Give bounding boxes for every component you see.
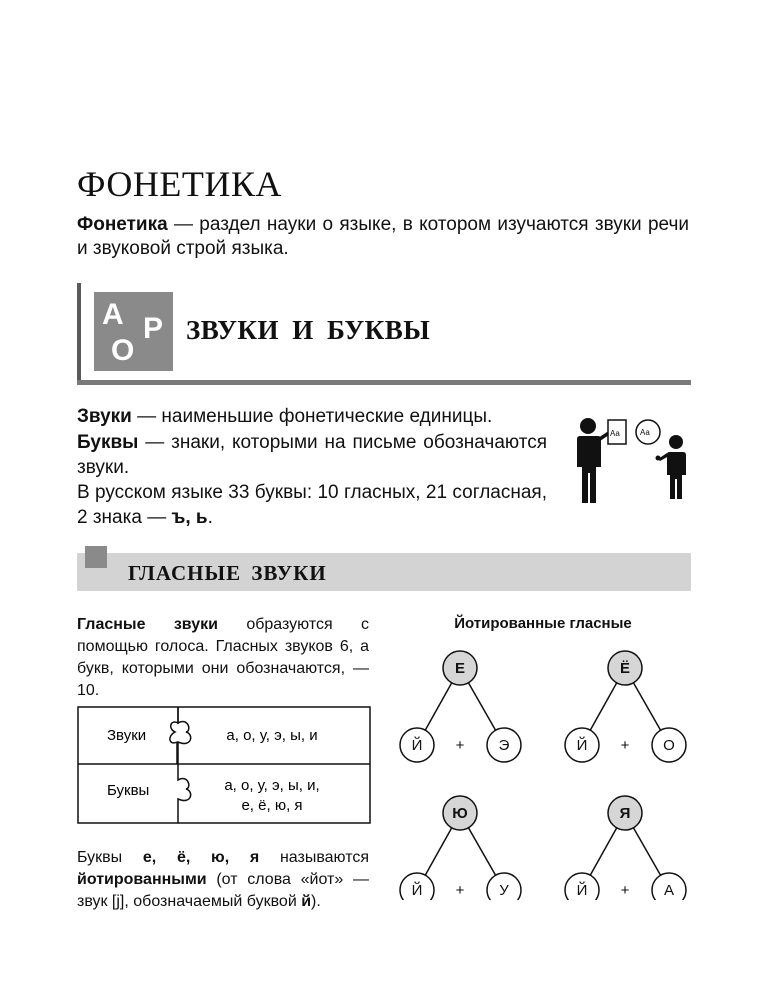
vowel-tree [400, 796, 521, 900]
page-title: ФОНЕТИКА [77, 164, 282, 204]
iotated-vowels-diagram [392, 640, 702, 900]
intro-text: — раздел науки о языке, в котором изучаются звуки речи и звуковой строй языка. [77, 214, 689, 259]
table-cell: а, о, у, э, ы, и, [224, 777, 320, 794]
vowel-node-left-label: Й [576, 737, 588, 754]
teacher-student-icon [570, 412, 695, 507]
iot-letters: е, ё, ю, я [142, 849, 260, 866]
sounds-letters-table [77, 706, 371, 824]
section-title: ЗВУКИ И БУКВЫ [186, 315, 431, 345]
def-sounds-text: — наименьшие фонетические единицы. [131, 406, 493, 427]
def-sounds-term: Звуки [77, 406, 132, 427]
iot-p2: называются [259, 849, 370, 866]
vowel-node-right-label: А [663, 882, 675, 899]
iot-letter-y: й [301, 893, 312, 910]
intro-paragraph [77, 213, 689, 261]
iot-p1: Буквы [77, 849, 143, 866]
vowel-tree [565, 796, 686, 900]
plus-sign: + [455, 737, 465, 754]
vowels-paragraph [77, 614, 369, 702]
plus-sign: + [620, 882, 630, 899]
vowels-text: образуются с помощью голоса. Гласных звуков 6, а букв, которыми они обозначаются, — 10. [77, 616, 369, 699]
table-cell: а, о, у, э, ы, и [226, 727, 318, 744]
def-count [77, 480, 547, 530]
def-sounds [77, 404, 547, 429]
badge-letter-a: А [102, 298, 124, 331]
iot-term: йотированными [77, 871, 207, 888]
vowel-node-left-label: Й [411, 882, 423, 899]
letters-badge-icon [94, 292, 173, 371]
vowel-tree [400, 651, 521, 762]
vowel-node-top-label: Е [454, 660, 466, 677]
def-letters [77, 430, 547, 480]
plus-sign: + [620, 737, 630, 754]
vowel-node-left-label: Й [411, 737, 423, 754]
def-signs: ъ, ь [171, 507, 208, 528]
table-cell: е, ё, ю, я [241, 797, 303, 814]
def-count-text: В русском языке 33 буквы: 10 гласных, 21 согласная, 2 знака — [77, 482, 547, 528]
vowel-node-right-label: Э [498, 737, 510, 754]
vowels-term: Гласные звуки [77, 616, 218, 633]
intro-term: Фонетика [77, 214, 168, 235]
diagram-title: Йотированные гласные [454, 615, 632, 632]
vowel-tree [565, 651, 686, 762]
def-letters-term: Буквы [77, 432, 139, 453]
section-square-icon [85, 546, 107, 568]
iot-p4: ). [311, 893, 321, 910]
badge-letter-r: Р [143, 312, 164, 345]
plus-sign: + [455, 882, 465, 899]
vowel-node-top-label: Ю [452, 805, 468, 822]
vowel-node-left-label: Й [576, 882, 588, 899]
bubble-label: Аа [640, 428, 650, 437]
table-row-label: Буквы [107, 782, 150, 799]
def-letters-text: — знаки, которыми на письме обозначаются звуки. [77, 432, 547, 478]
vowels-section-title: ГЛАСНЫЕ ЗВУКИ [128, 561, 327, 585]
vowel-node-top-label: Ё [619, 660, 631, 677]
vowel-node-right-label: У [499, 882, 509, 899]
table-row-label: Звуки [107, 727, 147, 744]
vowel-node-top-label: Я [619, 805, 631, 822]
iot-p3: (от слова «йот» — звук [j], обозначаемый буквой [77, 871, 369, 910]
section-header-rule [77, 380, 691, 385]
card-label: Аа [610, 429, 620, 438]
badge-letter-o: О [111, 334, 135, 367]
vowel-node-right-label: О [663, 737, 675, 754]
iotated-paragraph [77, 847, 369, 913]
def-count-end: . [207, 507, 213, 528]
